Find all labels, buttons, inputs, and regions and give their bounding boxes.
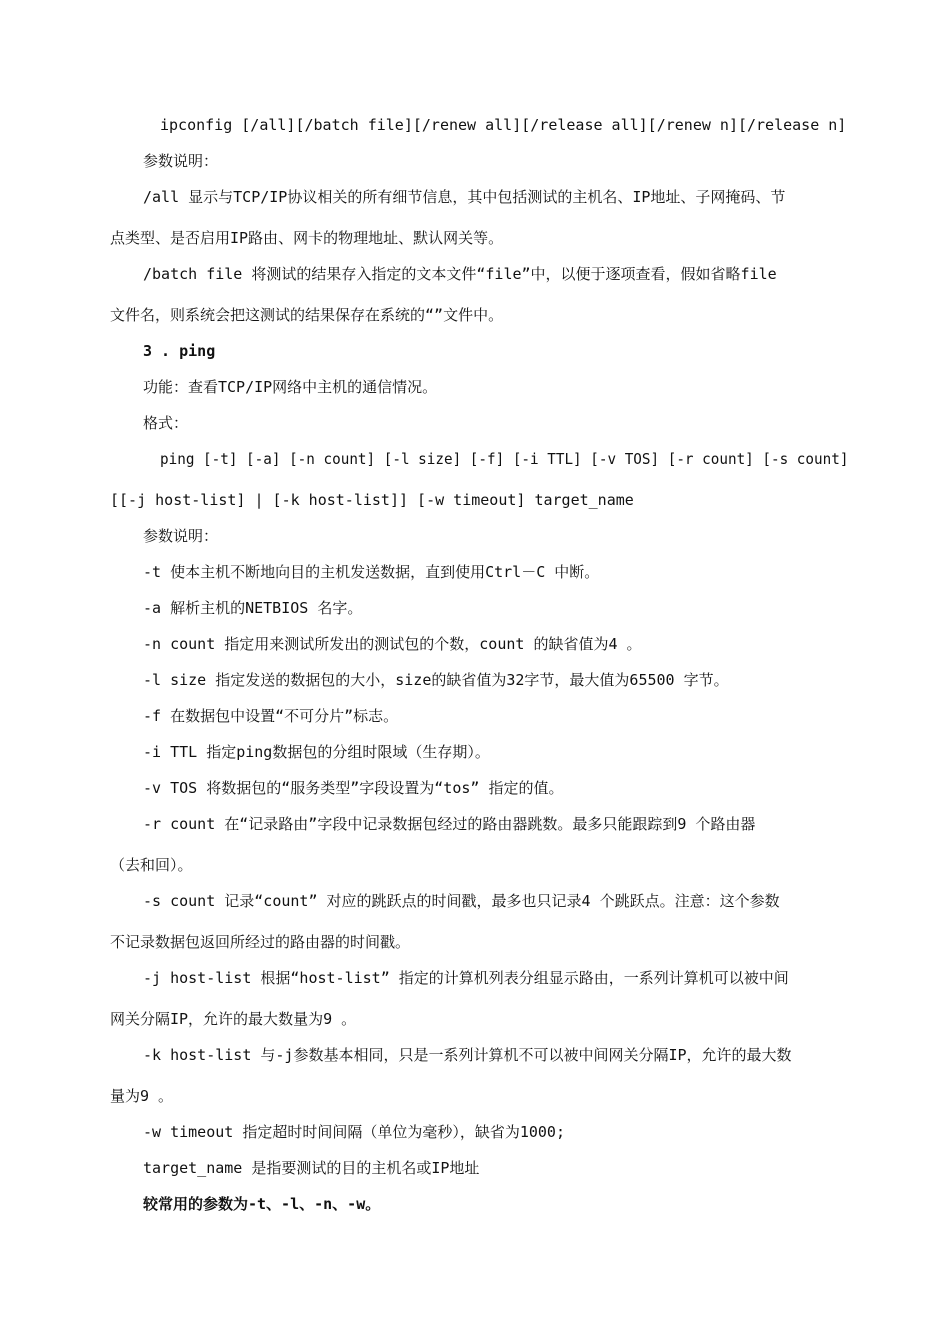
- param-w: -w timeout 指定超时时间间隔（单位为毫秒），缺省为1000;: [143, 1123, 565, 1141]
- ping-function: 功能：查看TCP/IP网络中主机的通信情况。: [143, 378, 438, 396]
- param-all-line2: 点类型、是否启用IP路由、网卡的物理地址、默认网关等。: [110, 229, 504, 247]
- param-heading-1: 参数说明：: [143, 152, 219, 170]
- param-heading-2: 参数说明：: [143, 527, 219, 545]
- param-k-line2: 量为9 。: [110, 1087, 174, 1105]
- param-s-line2: 不记录数据包返回所经过的路由器的时间戳。: [110, 933, 411, 951]
- param-j-line1: -j host-list 根据“host-list” 指定的计算机列表分组显示路由，一系列计算机可以被中间: [143, 969, 789, 987]
- ping-format-label: 格式：: [143, 414, 189, 432]
- param-target-name: target_name 是指要测试的目的主机名或IP地址: [143, 1159, 480, 1177]
- param-s-line1: -s count 记录“count” 对应的跳跃点的时间戳，最多也只记录4 个跳跃点。注意：这个参数: [143, 892, 780, 910]
- param-k-line1: -k host-list 与-j参数基本相同，只是一系列计算机不可以被中间网关分隔IP，允许的最大数: [143, 1046, 792, 1064]
- param-j-line2: 网关分隔IP，允许的最大数量为9 。: [110, 1010, 357, 1028]
- ping-syntax-line1: ping [-t] [-a] [-n count] [-l size] [-f] [-i TTL] [-v TOS] [-r count] [-s count]: [160, 450, 849, 468]
- param-l: -l size 指定发送的数据包的大小，size的缺省值为32字节，最大值为65500 字节。: [143, 671, 729, 689]
- param-r-line1: -r count 在“记录路由”字段中记录数据包经过的路由器跳数。最多只能跟踪到9 个路由器: [143, 815, 756, 833]
- param-batch-line1: /batch file 将测试的结果存入指定的文本文件“file”中，以便于逐项查看，假如省略file: [143, 265, 777, 283]
- param-t: -t 使本主机不断地向目的主机发送数据，直到使用Ctrl－C 中断。: [143, 563, 600, 581]
- section-heading-ping: 3 . ping: [143, 342, 216, 360]
- param-a: -a 解析主机的NETBIOS 名字。: [143, 599, 363, 617]
- param-n: -n count 指定用来测试所发出的测试包的个数，count 的缺省值为4 。: [143, 635, 642, 653]
- common-params-note: 较常用的参数为-t、-l、-n、-w。: [143, 1195, 381, 1213]
- param-all-line1: /all 显示与TCP/IP协议相关的所有细节信息，其中包括测试的主机名、IP地址、子网掩码、节: [143, 188, 786, 206]
- ipconfig-syntax: ipconfig [/all][/batch file][/renew all][/release all][/renew n][/release n]: [160, 116, 847, 134]
- param-batch-line2: 文件名，则系统会把这测试的结果保存在系统的“”文件中。: [110, 306, 504, 324]
- ping-syntax-line2: [[-j host-list] | [-k host-list]] [-w timeout] target_name: [110, 491, 634, 509]
- param-i: -i TTL 指定ping数据包的分组时限域（生存期）。: [143, 743, 490, 761]
- param-v: -v TOS 将数据包的“服务类型”字段设置为“tos” 指定的值。: [143, 779, 564, 797]
- param-r-line2: （去和回）。: [110, 856, 193, 874]
- param-f: -f 在数据包中设置“不可分片”标志。: [143, 707, 399, 725]
